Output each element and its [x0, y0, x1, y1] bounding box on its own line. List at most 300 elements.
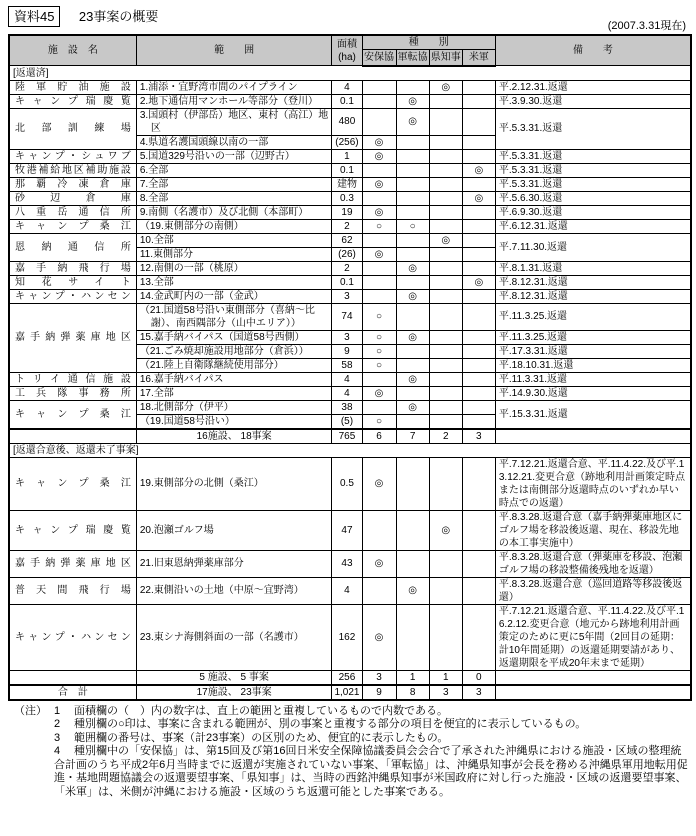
type-mark-cell [462, 550, 495, 577]
type-mark-cell [429, 457, 462, 510]
section-header: [返還済] [9, 66, 691, 81]
type-mark-cell [462, 205, 495, 219]
range-cell: 7.全部 [136, 177, 332, 191]
remark-cell: 平.6.12.31.返還 [495, 219, 691, 233]
type-mark-cell [429, 372, 462, 386]
subtotal-row [9, 429, 691, 444]
notes-prefix: （注） [14, 704, 47, 717]
col-header-area-line2: (ha) [338, 51, 356, 63]
range-cell: （21.陸上自衛隊継続使用部分） [136, 358, 332, 372]
col-header-type-group: 種 別 [362, 35, 495, 50]
table-row [9, 457, 691, 510]
col-header-range: 範 囲 [136, 35, 332, 66]
col-header-kenchiji: 県知事 [429, 50, 462, 66]
type-mark-cell [362, 275, 396, 289]
type-mark-cell: ◎ [396, 289, 429, 303]
note-item [54, 745, 688, 799]
type-mark-cell [462, 94, 495, 108]
area-cell: 74 [332, 303, 362, 330]
type-mark-cell [429, 358, 462, 372]
type-mark-cell [429, 191, 462, 205]
subtotal-area: 765 [332, 429, 362, 444]
subtotal-row [9, 670, 691, 685]
type-mark-cell [429, 550, 462, 577]
remark-cell: 平.5.3.31.返還 [495, 149, 691, 163]
type-mark-cell [429, 604, 462, 670]
area-cell: 2 [332, 219, 362, 233]
remark-cell: 平.18.10.31.返還 [495, 358, 691, 372]
area-cell: 19 [332, 205, 362, 219]
remark-cell: 平.7.12.21.返還合意、平.11.4.22.及び平.16.2.12.変更合意（地元から跡地利用計画策定のために更に5年間（2回目の延期：計10年間延期）の返還延期要請があり、返還期限を平成20年末まで延期） [495, 604, 691, 670]
type-mark-cell: ○ [396, 219, 429, 233]
total-count: 3 [429, 685, 462, 700]
range-cell: （19.国道58号沿い） [136, 414, 332, 429]
type-mark-cell [396, 80, 429, 94]
facility-cell: 嘉手納弾薬庫地区 [9, 303, 136, 372]
type-mark-cell: ◎ [362, 247, 396, 261]
type-mark-cell [462, 80, 495, 94]
type-mark-cell: ◎ [429, 233, 462, 247]
type-mark-cell [462, 108, 495, 135]
remark-cell: 平.11.3.25.返還 [495, 303, 691, 330]
type-mark-cell [429, 94, 462, 108]
table-header [9, 35, 691, 66]
type-mark-cell [396, 358, 429, 372]
type-mark-cell [429, 261, 462, 275]
empty-cell [9, 670, 136, 685]
area-cell: 38 [332, 400, 362, 414]
type-mark-cell [429, 386, 462, 400]
table-row [9, 80, 691, 94]
area-cell: (26) [332, 247, 362, 261]
facility-cell: 八重岳通信所 [9, 205, 136, 219]
col-header-remarks: 備 考 [495, 35, 691, 66]
subtotal-count: 3 [462, 429, 495, 444]
subtotal-label: 16施設、 18事案 [136, 429, 332, 444]
type-mark-cell: ○ [362, 358, 396, 372]
type-mark-cell [462, 135, 495, 149]
subtotal-count: 3 [362, 670, 396, 685]
range-cell: 3.国頭村（伊部岳）地区、東村（高江）地区 [136, 108, 332, 135]
note-item [54, 718, 688, 732]
note-text: 面積欄の（ ）内の数字は、直上の範囲と重複しているもので内数である。 [74, 704, 448, 717]
type-mark-cell [462, 414, 495, 429]
type-mark-cell [462, 219, 495, 233]
facility-cell: 工兵隊事務所 [9, 386, 136, 400]
type-mark-cell [362, 400, 396, 414]
type-mark-cell: ◎ [362, 135, 396, 149]
type-mark-cell [462, 344, 495, 358]
area-cell: 0.1 [332, 275, 362, 289]
type-mark-cell: ◎ [362, 604, 396, 670]
type-mark-cell [396, 247, 429, 261]
type-mark-cell: ◎ [362, 149, 396, 163]
type-mark-cell [462, 261, 495, 275]
area-cell: 9 [332, 344, 362, 358]
type-mark-cell [429, 149, 462, 163]
type-mark-cell [462, 149, 495, 163]
type-mark-cell: ◎ [362, 386, 396, 400]
remark-cell: 平.8.1.31.返還 [495, 261, 691, 275]
type-mark-cell: ◎ [429, 80, 462, 94]
type-mark-cell [429, 303, 462, 330]
range-cell: 2.地下通信用マンホール等部分（登川） [136, 94, 332, 108]
type-mark-cell: ○ [362, 414, 396, 429]
remark-cell: 平.8.3.28.返還合意（弾薬庫を移設、泡瀬ゴルフ場の移設整備後残地を返還） [495, 550, 691, 577]
facility-cell: 北部訓練場 [9, 108, 136, 149]
type-mark-cell [462, 247, 495, 261]
subtotal-count: 1 [396, 670, 429, 685]
facility-cell: 恩納通信所 [9, 233, 136, 261]
type-mark-cell [396, 233, 429, 247]
area-cell: 0.1 [332, 94, 362, 108]
area-cell: 3 [332, 289, 362, 303]
remark-cell: 平.6.9.30.返還 [495, 205, 691, 219]
type-mark-cell [362, 108, 396, 135]
section-header: [返還合意後、返還未了事案] [9, 443, 691, 457]
subtotal-count: 0 [462, 670, 495, 685]
type-mark-cell: ◎ [396, 330, 429, 344]
type-mark-cell [362, 94, 396, 108]
area-cell: 480 [332, 108, 362, 135]
table-row [9, 233, 691, 247]
table-row [9, 275, 691, 289]
type-mark-cell: ○ [362, 330, 396, 344]
type-mark-cell [462, 510, 495, 550]
area-cell: 4 [332, 577, 362, 604]
area-cell: 47 [332, 510, 362, 550]
empty-cell [9, 429, 136, 444]
facility-cell: 陸軍貯油施設 [9, 80, 136, 94]
note-number: 2 [54, 718, 61, 730]
range-cell: 23.東シナ海側斜面の一部（名護市） [136, 604, 332, 670]
total-count: 8 [396, 685, 429, 700]
type-mark-cell [429, 108, 462, 135]
type-mark-cell [462, 604, 495, 670]
range-cell: 1.浦添・宜野湾市間のパイプライン [136, 80, 332, 94]
remark-cell: 平.3.9.30.返還 [495, 94, 691, 108]
subtotal-count: 7 [396, 429, 429, 444]
col-header-area-line1: 面積 [336, 38, 357, 50]
table-body [9, 66, 691, 700]
type-mark-cell [462, 289, 495, 303]
type-mark-cell [429, 275, 462, 289]
area-cell: 1 [332, 149, 362, 163]
remark-cell: 平.7.11.30.返還 [495, 233, 691, 261]
type-mark-cell [396, 414, 429, 429]
facility-cell: 普天間飛行場 [9, 577, 136, 604]
area-cell: 4 [332, 386, 362, 400]
table-row [9, 604, 691, 670]
facility-cell: キャンプ・ハンセン [9, 289, 136, 303]
type-mark-cell [462, 177, 495, 191]
col-header-area [332, 35, 362, 66]
type-mark-cell [429, 577, 462, 604]
note-number: 4 [54, 745, 61, 757]
area-cell: (256) [332, 135, 362, 149]
type-mark-cell [396, 275, 429, 289]
table-row [9, 303, 691, 330]
type-mark-cell: ◎ [396, 261, 429, 275]
range-cell: 17.全部 [136, 386, 332, 400]
total-label: 合 計 [9, 685, 136, 700]
range-cell: 19.東側部分の北側（桑江） [136, 457, 332, 510]
facility-cell: キャンプ・ハンセン [9, 604, 136, 670]
type-mark-cell [396, 604, 429, 670]
type-mark-cell [429, 219, 462, 233]
type-mark-cell [396, 386, 429, 400]
facility-cell: 那覇冷凍倉庫 [9, 177, 136, 191]
as-of-date: (2007.3.31現在) [607, 20, 686, 32]
type-mark-cell: ○ [362, 219, 396, 233]
facility-cell: 嘉手納飛行場 [9, 261, 136, 275]
type-mark-cell [462, 400, 495, 414]
type-mark-cell [429, 330, 462, 344]
type-mark-cell [462, 233, 495, 247]
type-mark-cell: ◎ [462, 191, 495, 205]
remark-cell: 平.8.3.28.返還合意（巡回道路等移設後返還） [495, 577, 691, 604]
range-cell: 22.東側沿いの土地（中原〜宜野湾） [136, 577, 332, 604]
area-cell: 2 [332, 261, 362, 275]
remark-cell: 平.17.3.31.返還 [495, 344, 691, 358]
range-cell: 18.北側部分（伊平） [136, 400, 332, 414]
col-header-anpokyo: 安保協 [362, 50, 396, 66]
table-row [9, 400, 691, 414]
range-cell: 12.南側の一部（桃原） [136, 261, 332, 275]
table-row [9, 191, 691, 205]
type-mark-cell [429, 177, 462, 191]
type-mark-cell [396, 163, 429, 177]
subtotal-count: 1 [429, 670, 462, 685]
type-mark-cell [429, 289, 462, 303]
facility-cell: キャンプ瑞慶覧 [9, 94, 136, 108]
type-mark-cell: ○ [362, 303, 396, 330]
type-mark-cell [396, 135, 429, 149]
range-cell: 11.東側部分 [136, 247, 332, 261]
type-mark-cell [362, 289, 396, 303]
type-mark-cell: ◎ [396, 400, 429, 414]
type-mark-cell [462, 386, 495, 400]
table-row [9, 577, 691, 604]
area-cell: 0.1 [332, 163, 362, 177]
facility-cell: キャンプ桑江 [9, 219, 136, 233]
type-mark-cell: ◎ [362, 177, 396, 191]
title-bar [8, 6, 688, 34]
area-cell: 0.5 [332, 457, 362, 510]
area-cell: 58 [332, 358, 362, 372]
remark-cell: 平.5.3.31.返還 [495, 108, 691, 149]
type-mark-cell [396, 550, 429, 577]
type-mark-cell [462, 303, 495, 330]
total-count: 9 [362, 685, 396, 700]
remark-cell: 平.14.9.30.返還 [495, 386, 691, 400]
total-cases: 17施設、 23事案 [136, 685, 332, 700]
type-mark-cell [396, 344, 429, 358]
remark-cell: 平.15.3.31.返還 [495, 400, 691, 429]
col-header-facility: 施 設 名 [9, 35, 136, 66]
empty-cell [495, 685, 691, 700]
range-cell: 10.全部 [136, 233, 332, 247]
doc-number-box: 資料45 [8, 6, 60, 27]
subtotal-area: 256 [332, 670, 362, 685]
table-row [9, 177, 691, 191]
type-mark-cell [429, 205, 462, 219]
area-cell: 3 [332, 330, 362, 344]
table-row [9, 550, 691, 577]
subtotal-count: 6 [362, 429, 396, 444]
area-cell: 4 [332, 372, 362, 386]
table-row [9, 261, 691, 275]
type-mark-cell [462, 358, 495, 372]
type-mark-cell [396, 149, 429, 163]
facility-cell: キャンプ桑江 [9, 457, 136, 510]
table-row [9, 510, 691, 550]
range-cell: 20.泡瀬ゴルフ場 [136, 510, 332, 550]
subtotal-label: 5 施設、 5 事案 [136, 670, 332, 685]
type-mark-cell [362, 261, 396, 275]
range-cell: （21.ごみ焼却施設用地部分（倉浜）） [136, 344, 332, 358]
type-mark-cell [396, 510, 429, 550]
facility-cell: キャンプ・シュワブ [9, 149, 136, 163]
col-header-beigun: 米軍 [462, 50, 495, 66]
remark-cell: 平.2.12.31.返還 [495, 80, 691, 94]
table-row [9, 163, 691, 177]
type-mark-cell: ◎ [429, 510, 462, 550]
type-mark-cell [396, 205, 429, 219]
type-mark-cell [362, 510, 396, 550]
facility-cell: 嘉手納弾薬庫地区 [9, 550, 136, 577]
type-mark-cell: ◎ [396, 372, 429, 386]
area-cell: 0.3 [332, 191, 362, 205]
note-text: 種別欄の○印は、事案に含まれる範囲が、別の事案と重複する部分の項目を便宜的に表示しているもの。 [74, 718, 587, 730]
type-mark-cell [429, 163, 462, 177]
area-cell: 162 [332, 604, 362, 670]
type-mark-cell [462, 457, 495, 510]
range-cell: 15.嘉手納バイパス（国道58号西側） [136, 330, 332, 344]
type-mark-cell [362, 372, 396, 386]
empty-cell [495, 429, 691, 444]
type-mark-cell [429, 414, 462, 429]
type-mark-cell [396, 191, 429, 205]
remark-cell: 平.8.12.31.返還 [495, 275, 691, 289]
section-header-row [9, 66, 691, 81]
area-cell: 43 [332, 550, 362, 577]
remark-cell: 平.8.12.31.返還 [495, 289, 691, 303]
remark-cell: 平.5.3.31.返還 [495, 177, 691, 191]
range-cell: 13.全部 [136, 275, 332, 289]
total-row [9, 685, 691, 700]
area-cell: (5) [332, 414, 362, 429]
remark-cell: 平.11.3.25.返還 [495, 330, 691, 344]
type-mark-cell: ◎ [362, 550, 396, 577]
type-mark-cell [462, 372, 495, 386]
type-mark-cell [362, 577, 396, 604]
table-row [9, 108, 691, 135]
type-mark-cell [362, 80, 396, 94]
type-mark-cell [396, 177, 429, 191]
range-cell: 16.嘉手納バイパス [136, 372, 332, 386]
type-mark-cell [396, 457, 429, 510]
facility-cell: キャンプ瑞慶覧 [9, 510, 136, 550]
col-header-guntenkyo: 軍転協 [396, 50, 429, 66]
type-mark-cell: ◎ [462, 275, 495, 289]
type-mark-cell: ○ [362, 344, 396, 358]
area-cell: 4 [332, 80, 362, 94]
type-mark-cell [362, 163, 396, 177]
type-mark-cell [462, 330, 495, 344]
area-cell: 62 [332, 233, 362, 247]
table-row [9, 372, 691, 386]
type-mark-cell: ◎ [396, 577, 429, 604]
range-cell: 21.旧東恩納弾薬庫部分 [136, 550, 332, 577]
range-cell: 6.全部 [136, 163, 332, 177]
remark-cell: 平.7.12.21.返還合意、平.11.4.22.及び平.13.12.21.変更合意（跡地利用計画策定時点または南側部分返還時点のいずれか早い時点での返還） [495, 457, 691, 510]
type-mark-cell [362, 233, 396, 247]
total-area: 1,021 [332, 685, 362, 700]
table-row [9, 289, 691, 303]
note-item [54, 705, 688, 719]
type-mark-cell [429, 344, 462, 358]
type-mark-cell [462, 577, 495, 604]
facility-cell: 牧港補給地区補助施設 [9, 163, 136, 177]
type-mark-cell [396, 303, 429, 330]
range-cell: （19.東側部分の南側） [136, 219, 332, 233]
type-mark-cell: ◎ [396, 94, 429, 108]
table-row [9, 219, 691, 233]
type-mark-cell: ◎ [362, 457, 396, 510]
subtotal-count: 2 [429, 429, 462, 444]
total-count: 3 [462, 685, 495, 700]
page-title: 23事案の概要 [78, 9, 159, 24]
section-header-row [9, 443, 691, 457]
table-row [9, 205, 691, 219]
notes [8, 705, 688, 800]
note-number: 1 [54, 704, 61, 717]
range-cell: 5.国道329号沿いの一部（辺野古） [136, 149, 332, 163]
table-row [9, 386, 691, 400]
note-number: 3 [54, 731, 61, 744]
note-text: 種別欄中の「安保協」は、第15回及び第16回日米安全保障協議委員会会合で了承された沖縄県における施設・区域の整理統合計画のうち平成2年6月当時までに返還が実施されていない事案、「軍転協」は、沖縄県知事が会長を務める沖縄県軍用地転用促進・基地問題協議会の返還要望事案、「県知事」は、当時の西銘沖縄県知事が米国政府に対し行った施設・区域の返還要望事案、「米軍」は、米側が沖縄における施設・区域のうち返還可能とした事案である。 [54, 745, 688, 798]
table-row [9, 149, 691, 163]
facility-cell: 知花サイト [9, 275, 136, 289]
facility-cell: 砂辺倉庫 [9, 191, 136, 205]
type-mark-cell: ◎ [362, 205, 396, 219]
remark-cell: 平.5.6.30.返還 [495, 191, 691, 205]
note-item [54, 732, 688, 746]
type-mark-cell [429, 135, 462, 149]
range-cell: 14.金武町内の一部（金武） [136, 289, 332, 303]
type-mark-cell [362, 191, 396, 205]
type-mark-cell [429, 400, 462, 414]
remark-cell: 平.11.3.31.返還 [495, 372, 691, 386]
remark-cell: 平.8.3.28.返還合意（嘉手納弾薬庫地区にゴルフ場を移設後返還、現在、移設先地の本工事実施中） [495, 510, 691, 550]
range-cell: 8.全部 [136, 191, 332, 205]
remark-cell: 平.5.3.31.返還 [495, 163, 691, 177]
table-row [9, 94, 691, 108]
range-cell: 4.県道名護国頭線以南の一部 [136, 135, 332, 149]
range-cell: （21.国道58号沿い東側部分（喜納〜比謝）、南西隅部分（山中エリア）） [136, 303, 332, 330]
type-mark-cell [429, 247, 462, 261]
empty-cell [495, 670, 691, 685]
range-cell: 9.南側（名護市）及び北側（本部町） [136, 205, 332, 219]
area-cell: 建物 [332, 177, 362, 191]
facility-cell: トリイ通信施設 [9, 372, 136, 386]
type-mark-cell: ◎ [462, 163, 495, 177]
note-text: 範囲欄の番号は、事案（計23事案）の区別のため、便宜的に表示したもの。 [74, 731, 449, 744]
facility-cell: キャンプ桑江 [9, 400, 136, 429]
projects-table [8, 34, 692, 701]
type-mark-cell: ◎ [396, 108, 429, 135]
